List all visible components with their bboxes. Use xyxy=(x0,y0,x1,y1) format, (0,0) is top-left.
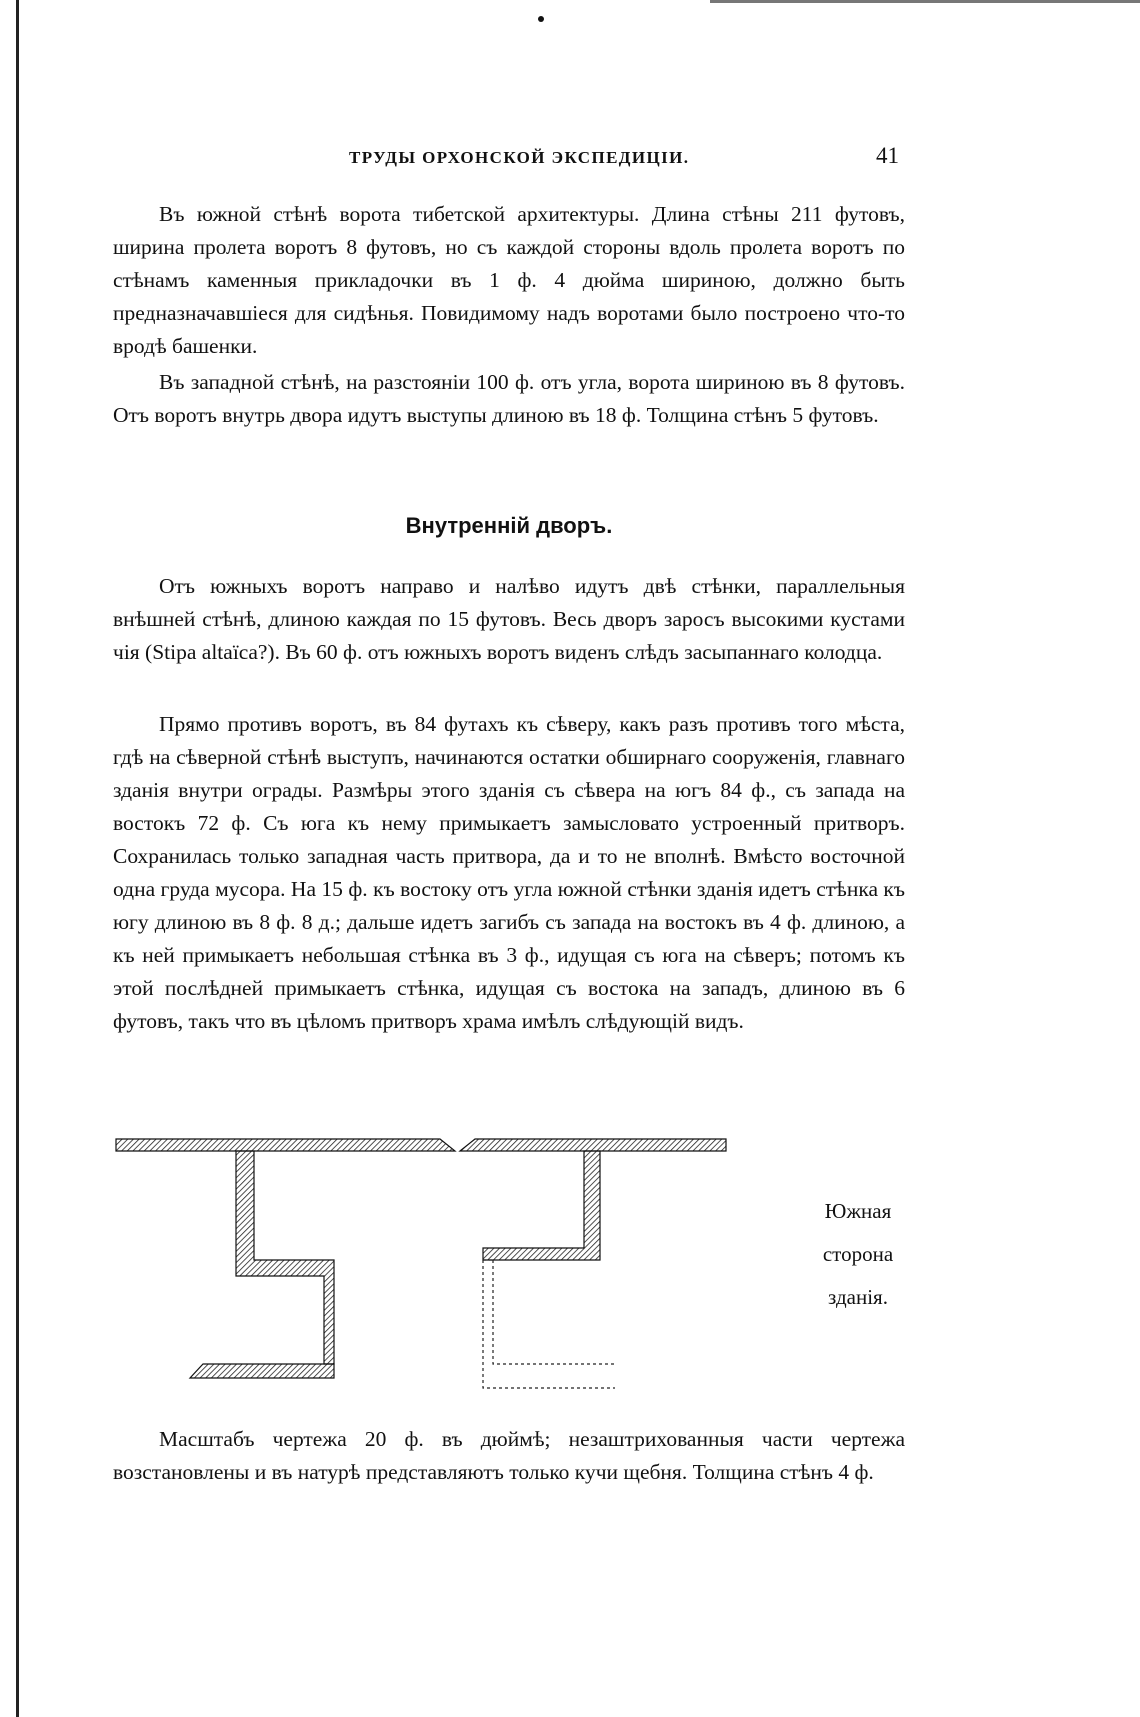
paragraph-text: Прямо противъ воротъ, въ 84 футахъ къ сѣверу, какъ разъ противъ того мѣста, гдѣ на сѣверной стѣнѣ выступъ, начинаются остатки обширнаго сооруженія, главнаго зданія внутри ограды. Размѣры этого зданія съ сѣвера на югъ 84 ф., съ запада на востокъ 72 ф. Съ юга къ нему примыкаетъ замысловато устроенный притворъ. Сохранилась только западная часть притвора, да и то не вполнѣ. Вмѣсто восточной одна груда мусора. На 15 ф. къ востоку отъ угла южной стѣнки зданія идетъ стѣнка къ югу длиною въ 8 ф. 8 д.; дальше идетъ загибъ съ запада на востокъ въ 4 ф. длиною, а къ ней примыкаетъ небольшая стѣнка въ 3 ф., идущая съ юга на сѣверъ; потомъ къ этой послѣдней примыкаетъ стѣнка, идущая съ востока на западъ, длиною въ 6 футовъ, такъ что въ цѣломъ притворъ храма имѣлъ слѣдующій видъ. xyxy=(113,712,905,1033)
right-plan-reconstructed-outer xyxy=(483,1260,615,1388)
right-plan-existing-wall xyxy=(483,1151,600,1260)
caption-text: Масштабъ чертежа 20 ф. въ дюймѣ; незаштрихованныя части чертежа возстановлены и въ натурѣ представляютъ только кучи щебня. Толщина стѣнъ 4 ф. xyxy=(113,1427,905,1484)
paragraph-text: Отъ южныхъ воротъ направо и налѣво идутъ двѣ стѣнки, параллельныя внѣшней стѣнѣ, длиною каждая по 15 футовъ. Весь дворъ заросъ высокими кустами чія (Stipa altaïca?). Въ 60 ф. отъ южныхъ воротъ виденъ слѣдъ засыпаннаго колодца. xyxy=(113,574,905,664)
paragraph-text: Въ южной стѣнѣ ворота тибетской архитектуры. Длина стѣны 211 футовъ, ширина пролета воротъ 8 футовъ, но съ каждой стороны вдоль пролета воротъ по стѣнамъ каменныя прикладочки въ 1 ф. 4 дюйма шириною, должно быть предназначавшіеся для сидѣнья. Повидимому надъ воротами было построено что-то вродѣ башенки. xyxy=(113,202,905,358)
left-plan-top-wall xyxy=(116,1139,455,1151)
scan-edge-mark xyxy=(710,0,1140,3)
figure-legend xyxy=(802,1190,914,1319)
running-title: ТРУДЫ ОРХОНСКОЙ ЭКСПЕДИЦІИ. xyxy=(349,148,690,167)
page-header xyxy=(113,143,905,172)
page-number: 41 xyxy=(876,143,899,168)
legend-line: Южная xyxy=(824,1199,892,1223)
paragraph-main-building xyxy=(113,708,905,1038)
section-heading: Внутренній дворъ. xyxy=(405,513,613,538)
left-plan xyxy=(116,1139,455,1378)
paragraph-courtyard xyxy=(113,570,905,669)
vestibule-plan-drawing xyxy=(110,1128,910,1408)
left-plan-bottom-wall xyxy=(190,1364,334,1378)
paragraph-south-wall xyxy=(113,198,905,363)
legend-line: зданія. xyxy=(828,1285,888,1309)
left-plan-zigzag-wall xyxy=(236,1151,334,1364)
scan-margin-line xyxy=(16,0,19,1717)
legend-line: сторона xyxy=(822,1242,894,1266)
paragraph-west-wall xyxy=(113,366,905,432)
paragraph-text: Въ западной стѣнѣ, на разстояніи 100 ф. отъ угла, ворота шириною въ 8 футовъ. Отъ воротъ внутрь двора идутъ выступы длиною въ 18 ф. Толщина стѣнъ 5 футовъ. xyxy=(113,370,905,427)
ink-dot xyxy=(538,16,544,22)
right-plan-reconstructed-inner xyxy=(493,1260,615,1364)
right-plan-top-wall xyxy=(460,1139,726,1151)
right-plan xyxy=(460,1139,726,1388)
figure-caption xyxy=(113,1423,905,1489)
